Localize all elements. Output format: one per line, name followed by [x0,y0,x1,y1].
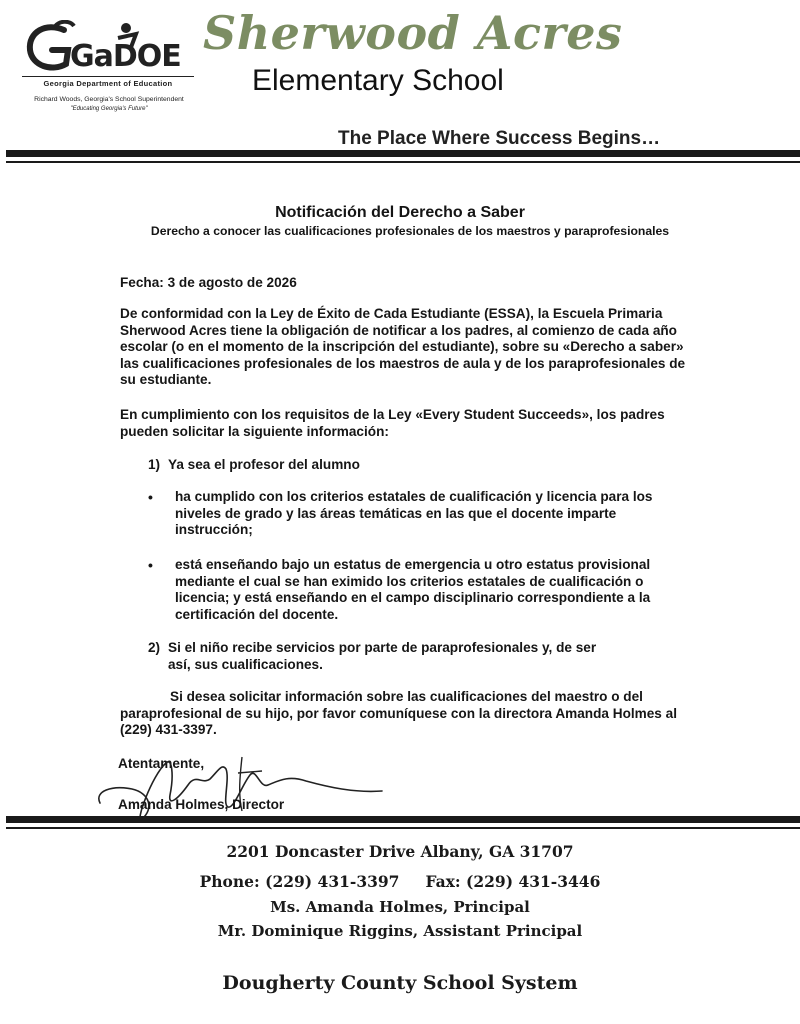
school-subtitle: Elementary School [252,64,504,97]
list-item-1 [148,457,360,474]
phone-number: Phone: (229) 431-3397 [199,872,400,891]
notice-subtitle: Derecho a conocer las cualificaciones profesionales de los maestros y paraprofesionales [150,224,670,238]
notice-title: Notificación del Derecho a Saber [275,204,525,221]
school-name: Sherwood Acres [203,6,623,60]
gadoe-logo-mark [24,20,196,74]
header-divider-thick [6,150,800,157]
gadoe-logo-text: GaDOE [70,39,181,74]
paragraph-essa: De conformidad con la Ley de Éxito de Cada Estudiante (ESSA), la Escuela Primaria Sherwood Acres tiene la obligación de notificar a los padres, al comienzo de cada año escolar (o en el momento de la inscripción del estudiante), sobre su «Derecho a saber» las cualificaciones profesionales de los maestros de aula y de los paraprofesionales de su estudiante. [120,306,686,387]
signer-name: Amanda Holmes, Director [118,797,285,812]
paragraph-contact: Si desea solicitar información sobre las cualificaciones del maestro o del paraprofesional de su hijo, por favor comuníquese con la directora Amanda Holmes al (229) 431-3397. [120,689,677,737]
bullet-dot-icon: • [148,489,153,505]
gadoe-logo-icon [24,20,196,74]
bullet-qualification: ha cumplido con los criterios estatales de cualificación y licencia para los niveles de grado y las áreas temáticas en las que el docente imparte instrucción; [175,489,653,537]
principal-name: Ms. Amanda Holmes, Principal [270,898,530,916]
list-item-2 [148,640,708,673]
logo-department: Georgia Department of Education [22,76,194,88]
school-district: Dougherty County School System [222,972,578,994]
closing: Atentamente, [118,756,205,771]
bullet-dot-icon: • [148,557,153,573]
bullet-emergency-status: está enseñando bajo un estatus de emergencia u otro estatus provisional mediante el cual se han eximido los criterios estatales de cualificación o licencia; y está enseñando en el campo disciplinario correspondiente a la certificación del docente. [175,557,651,622]
gadoe-logo [18,14,198,118]
notice-date: Fecha: 3 de agosto de 2026 [120,275,297,290]
list-item-2-line2: así, sus cualificaciones. [168,656,323,672]
list-item-2-number: 2) [148,640,161,655]
paragraph-requirements: En cumplimiento con los requisitos de la Ley «Every Student Succeeds», los padres pueden solicitar la siguiente información: [120,407,665,439]
footer-divider-thin [6,827,800,829]
contact-numbers [0,872,800,891]
tagline: The Place Where Success Begins… [338,128,661,149]
header-divider-thin [6,161,800,163]
fax-number: Fax: (229) 431-3446 [425,872,601,891]
list-item-1-text: Ya sea el profesor del alumno [168,457,360,472]
list-item-1-number: 1) [148,457,161,472]
school-address: 2201 Doncaster Drive Albany, GA 31707 [226,842,574,861]
list-item-2-line1: Si el niño recibe servicios por parte de paraprofesionales y, de ser [168,640,597,655]
assistant-principal-name: Mr. Dominique Riggins, Assistant Principal [217,922,583,940]
footer-divider-thick [6,816,800,823]
logo-motto: "Educating Georgia's Future" [70,106,148,112]
logo-superintendent: Richard Woods, Georgia's School Superintendent [34,96,184,103]
